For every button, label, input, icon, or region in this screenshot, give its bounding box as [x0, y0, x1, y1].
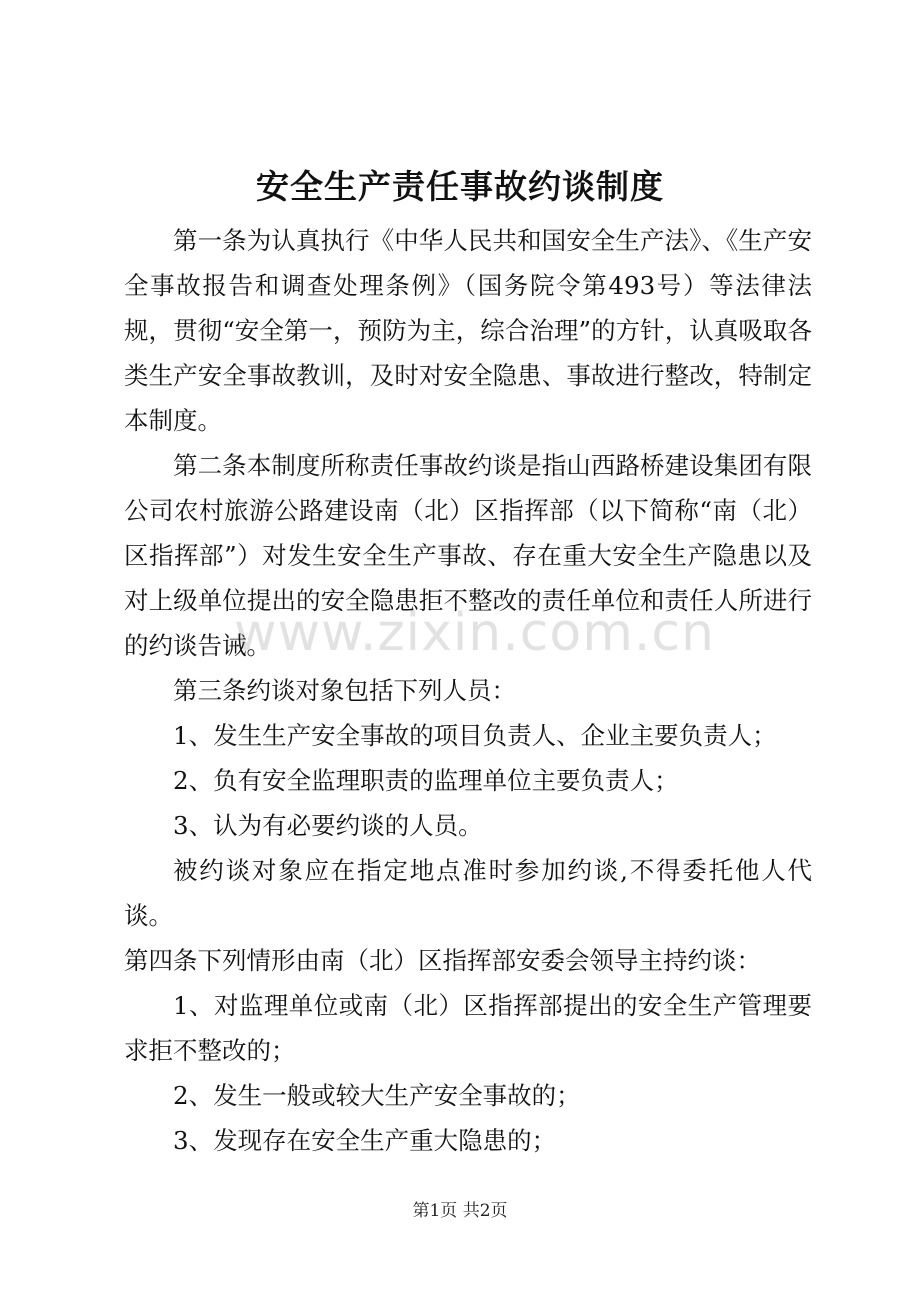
list-item-article-4-2: 2、发生一般或较大生产安全事故的； [173, 1081, 581, 1110]
list-item-article-3-1: 1、发生生产安全事故的项目负责人、企业主要负责人； [173, 721, 777, 750]
paragraph-article-4: 第四条下列情形由南（北）区指挥部安委会领导主持约谈： [124, 946, 761, 975]
paragraph-article-3: 第三条约谈对象包括下列人员： [173, 676, 516, 705]
paragraph-attendance-note: 被约谈对象应在指定地点准时参加约谈,不得委托他人代谈。 [124, 856, 812, 930]
paragraph-article-1: 第一条为认真执行《中华人民共和国安全生产法》、《生产安全事故报告和调查处理条例》（国务院令第493号）等法律法规，贯彻“安全第一，预防为主，综合治理”的方针，认真吸取各类生产安全事故教训，及时对安全隐患、事故进行整改，特制定本制度。 [124, 226, 812, 435]
list-item-article-4-3: 3、发现存在安全生产重大隐患的； [173, 1126, 557, 1155]
list-item-article-4-1: 1、对监理单位或南（北）区指挥部提出的安全生产管理要求拒不整改的； [124, 991, 812, 1065]
document-title: 安全生产责任事故约谈制度 [256, 167, 664, 206]
list-item-article-3-2: 2、负有安全监理职责的监理单位主要负责人； [173, 766, 679, 795]
watermark: www.zixin.com.cn [234, 603, 715, 663]
list-item-article-3-3: 3、认为有必要约谈的人员。 [173, 811, 483, 840]
document-body [124, 218, 812, 1163]
page-footer: 第1页 共2页 [412, 1201, 508, 1221]
paragraph-article-2: 第二条本制度所称责任事故约谈是指山西路桥建设集团有限公司农村旅游公路建设南（北）区指挥部（以下简称“南（北）区指挥部”）对发生安全生产事故、存在重大安全生产隐患以及对上级单位提出的安全隐患拒不整改的责任单位和责任人所进行的约谈告诫。 [124, 451, 812, 660]
